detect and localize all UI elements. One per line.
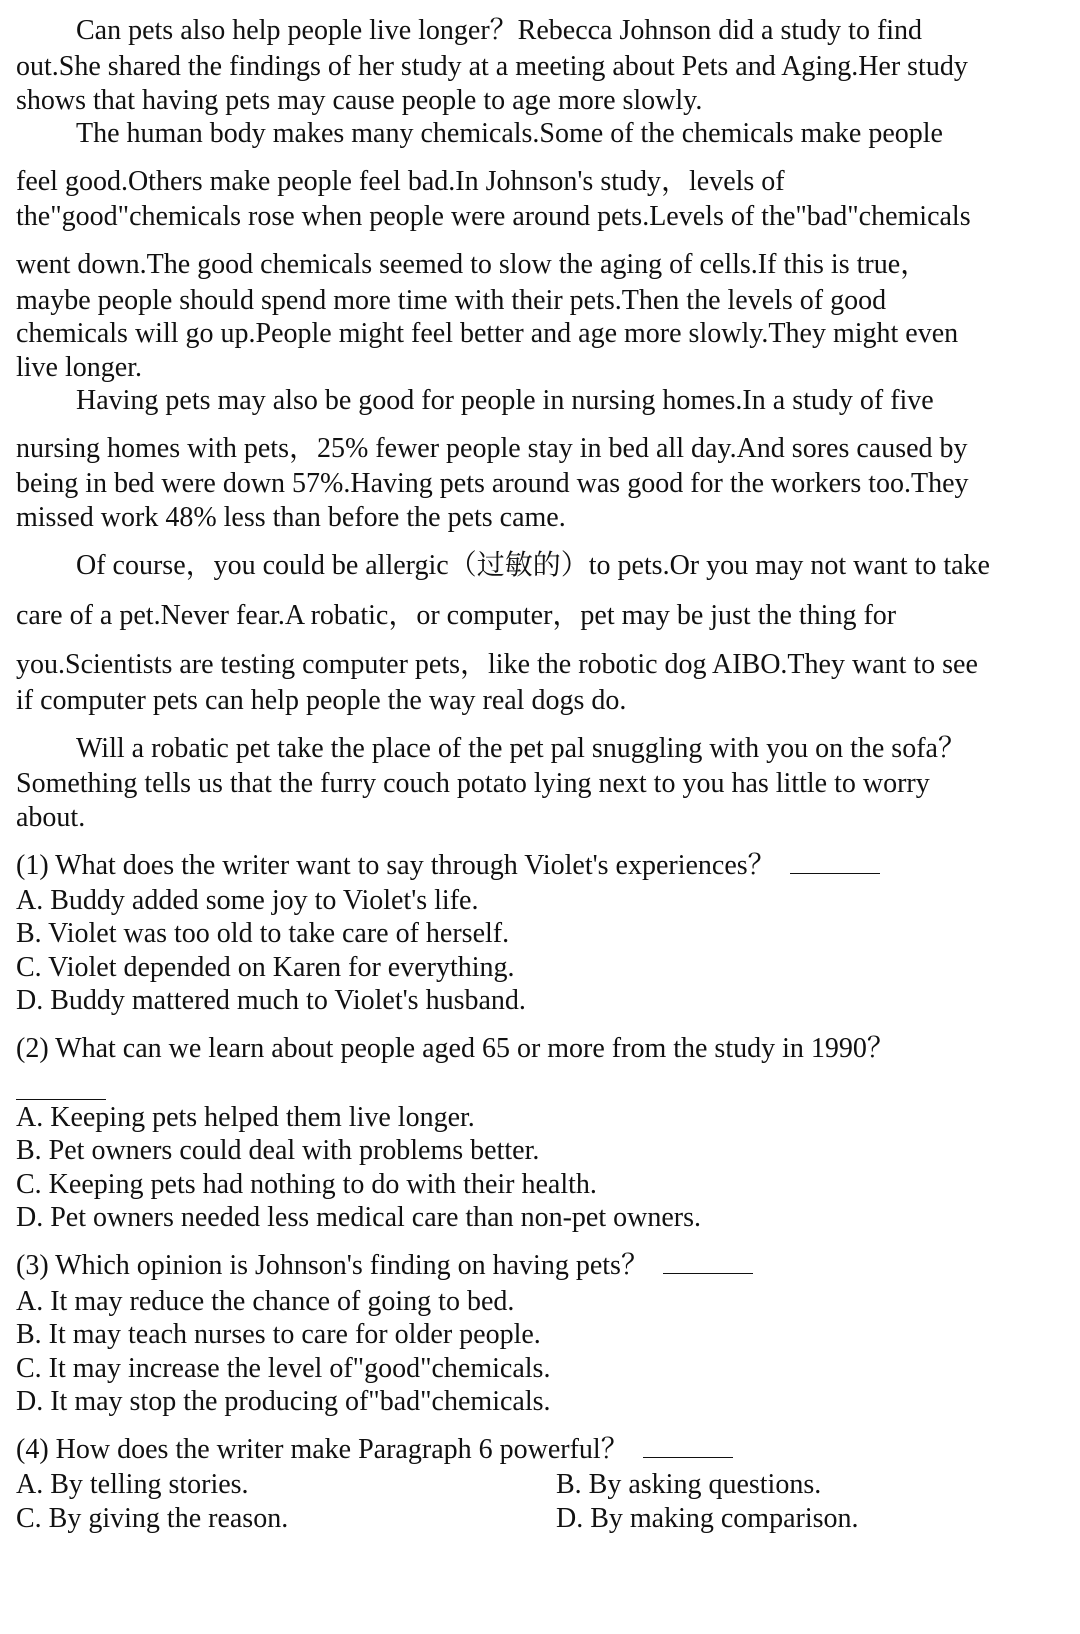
question-stem	[16, 1243, 753, 1283]
passage-line: Can pets also help people live longer？Rebecca Johnson did a study to find	[76, 15, 923, 46]
passage-line: about.	[16, 802, 86, 833]
option-b: B. By asking questions.	[556, 1469, 822, 1500]
option-b: B. Violet was too old to take care of herself.	[16, 918, 510, 949]
question-stem-text: (1) What does the writer want to say through Violet's experiences？	[16, 850, 776, 881]
passage-line: Will a robatic pet take the place of the pet pal snuggling with you on the sofa？	[76, 733, 966, 764]
option-d: D. Buddy mattered much to Violet's husband.	[16, 985, 526, 1016]
option-d: D. It may stop the producing of"bad"chemicals.	[16, 1386, 551, 1417]
passage-line: care of a pet.Never fear.A robatic，or computer，pet may be just the thing for	[16, 600, 897, 631]
answer-blank[interactable]	[16, 1081, 106, 1100]
passage-line: the"good"chemicals rose when people were around pets.Levels of the"bad"chemicals	[16, 201, 971, 232]
option-d: D. By making comparison.	[556, 1503, 859, 1534]
question-stem	[16, 1427, 733, 1467]
passage-line: maybe people should spend more time with their pets.Then the levels of good	[16, 285, 887, 316]
question-stem-text: (3) Which opinion is Johnson's finding on having pets？	[16, 1250, 649, 1281]
passage-line: feel good.Others make people feel bad.In Johnson's study，levels of	[16, 166, 785, 197]
option-b: B. It may teach nurses to care for older people.	[16, 1319, 541, 1350]
answer-blank[interactable]	[663, 1249, 753, 1274]
question-stem	[16, 843, 880, 883]
answer-blank[interactable]	[790, 849, 880, 874]
passage-line: shows that having pets may cause people to age more slowly.	[16, 85, 703, 116]
passage-line: out.She shared the findings of her study at a meeting about Pets and Aging.Her study	[16, 51, 968, 82]
question-stem-text: (4) How does the writer make Paragraph 6 powerful？	[16, 1434, 629, 1465]
passage-line: The human body makes many chemicals.Some of the chemicals make people	[76, 118, 943, 149]
passage-line: Having pets may also be good for people in nursing homes.In a study of five	[76, 385, 934, 416]
option-c: C. It may increase the level of"good"chemicals.	[16, 1353, 551, 1384]
passage-line: live longer.	[16, 352, 142, 383]
option-c: C. Violet depended on Karen for everything.	[16, 952, 515, 983]
option-a: A. By telling stories.	[16, 1469, 249, 1500]
option-a: A. It may reduce the chance of going to bed.	[16, 1286, 515, 1317]
passage-line: nursing homes with pets，25% fewer people stay in bed all day.And sores caused by	[16, 433, 968, 464]
passage-line: Of course，you could be allergic（过敏的）to pets.Or you may not want to take	[76, 550, 990, 581]
option-b: B. Pet owners could deal with problems better.	[16, 1135, 540, 1166]
passage-line: went down.The good chemicals seemed to slow the aging of cells.If this is true，	[16, 249, 929, 280]
passage-line: Something tells us that the furry couch potato lying next to you has little to worry	[16, 768, 930, 799]
option-c: C. Keeping pets had nothing to do with their health.	[16, 1169, 597, 1200]
passage-line: chemicals will go up.People might feel better and age more slowly.They might even	[16, 318, 959, 349]
option-a: A. Buddy added some joy to Violet's life.	[16, 885, 479, 916]
passage-line: you.Scientists are testing computer pets，like the robotic dog AIBO.They want to see	[16, 649, 978, 680]
option-d: D. Pet owners needed less medical care than non-pet owners.	[16, 1202, 701, 1233]
question-stem: (2) What can we learn about people aged 65 or more from the study in 1990？	[16, 1033, 895, 1064]
answer-blank[interactable]	[643, 1433, 733, 1458]
passage-line: if computer pets can help people the way real dogs do.	[16, 685, 627, 716]
option-a: A. Keeping pets helped them live longer.	[16, 1102, 475, 1133]
passage-line: missed work 48% less than before the pets came.	[16, 502, 566, 533]
passage-line: being in bed were down 57%.Having pets around was good for the workers too.They	[16, 468, 969, 499]
option-c: C. By giving the reason.	[16, 1503, 289, 1534]
